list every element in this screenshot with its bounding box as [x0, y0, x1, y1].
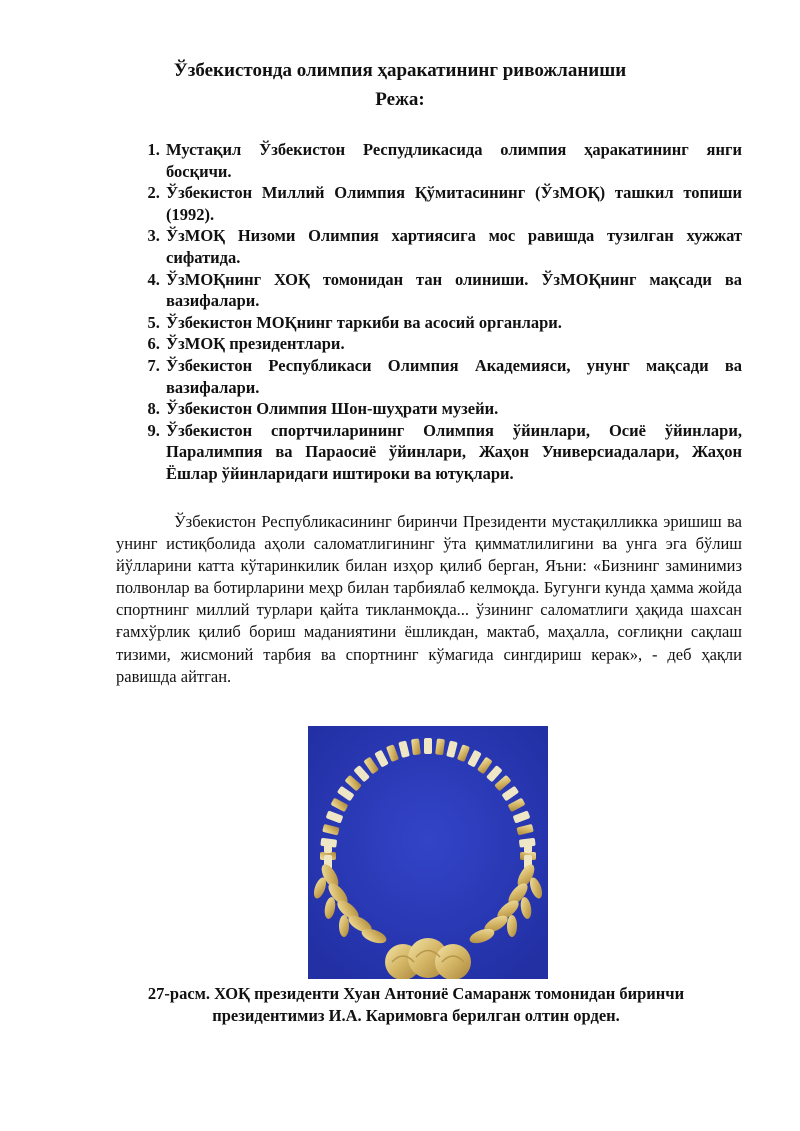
plan-item-9: 9. Ўзбекистон спортчиларининг Олимпия ўйинлари, Осиё ўйинлари, Паралимпия ва Параосиё ўйинлари, Жаҳон Универсиадалари, Жаҳон Ёшлар ўйинларидаги иштироки ва ютуқлари.	[164, 420, 742, 485]
chain-link	[524, 839, 532, 853]
necklace-illustration	[308, 726, 548, 979]
plan-item-6: 6. ЎзМОҚ президентлари.	[164, 333, 742, 355]
plan-item-8: 8. Ўзбекистон Олимпия Шон-шуҳрати музейи.	[164, 398, 742, 420]
figure-caption: 27-расм. ХОҚ президенти Хуан Антониё Самаранж томонидан биринчи президентимиз И.А. Каримовга берилган олтин орден.	[147, 984, 685, 1025]
body-paragraph: Ўзбекистон Республикасининг биринчи Президенти мустақилликка эришиш ва унинг истиқболида аҳоли саломатлигининг ўта қимматлилигини ва унга эга бўлиш йўлларини катта кўтаринкилик билан изҳор қилиб берган, Яъни: «Бизнинг заминимиз полвонлар ва ботирларини меҳр билан тарбиялаб келмоқда. Бугунги кунда ҳамма жойда спортнинг миллий турлари қайта тикланмоқда... ўзининг саломатлиги ҳақида шахсан ғамхўрлик қилиб бориш маданиятини ёшликдан, мактаб, маҳалла, соғлиқни сақлаш тизими, жисмоний тарбия ва спортнинг кўмагида сингдириш керак», - деб ҳақли равишда айтган.	[116, 512, 742, 686]
gold-necklace-order-photo	[308, 726, 548, 979]
plan-item-1: 1. Мустақил Ўзбекистон Респудликасида олимпия ҳаракатининг янги босқичи.	[164, 139, 742, 182]
plan-list	[118, 139, 742, 485]
plan-item-3: 3. ЎзМОҚ Низоми Олимпия хартиясига мос равишда тузилган хужжат сифатида.	[164, 225, 742, 268]
plan-item-7: 7. Ўзбекистон Республикаси Олимпия Академияси, унунг мақсади ва вазифалари.	[164, 355, 742, 398]
document-title: Ўзбекистонда олимпия ҳаракатининг ривожланиши	[173, 60, 627, 81]
plan-item-4: 4. ЎзМОҚнинг ХОҚ томонидан тан олиниши. ЎзМОҚнинг мақсади ва вазифалари.	[164, 269, 742, 312]
plan-heading: Режа:	[375, 89, 425, 110]
plan-item-2: 2. Ўзбекистон Миллий Олимпия Қўмитасининг (ЎзМОҚ) ташкил топиши (1992).	[164, 182, 742, 225]
chain-link	[424, 738, 432, 754]
plan-item-5: 5. Ўзбекистон МОҚнинг таркиби ва асосий органлари.	[164, 312, 742, 334]
chain-link	[324, 839, 332, 853]
